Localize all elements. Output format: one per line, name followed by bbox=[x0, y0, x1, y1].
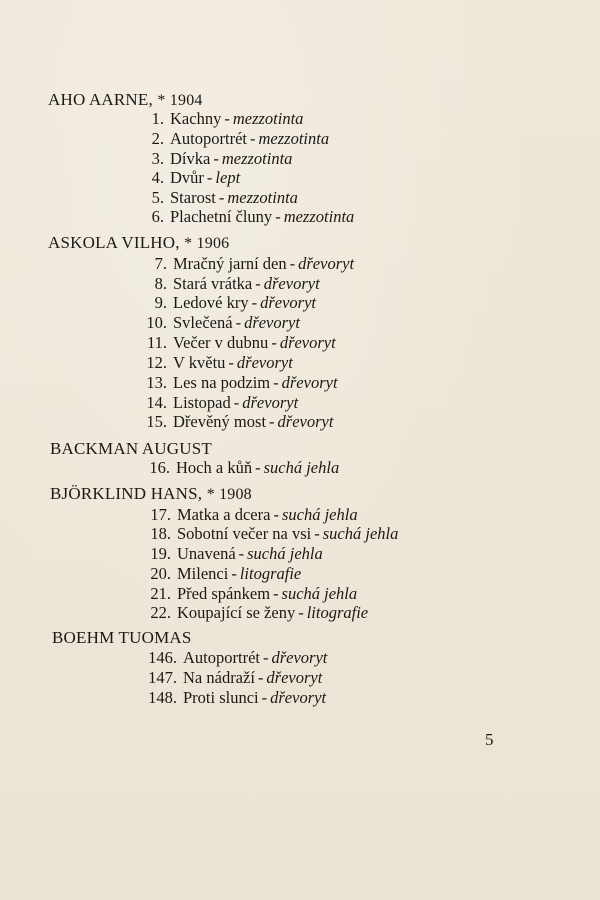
entry-title: Autoportrét bbox=[170, 129, 247, 148]
artist-name: BOEHM TUOMAS bbox=[52, 628, 192, 647]
catalog-entry bbox=[124, 149, 292, 169]
entry-separator: - bbox=[231, 564, 237, 583]
entry-technique: suchá jehla bbox=[281, 505, 358, 524]
entry-technique: mezzotinta bbox=[232, 109, 304, 128]
entry-title: Matka a dcera bbox=[177, 505, 271, 524]
artist-years: * 1908 bbox=[206, 486, 252, 503]
entry-number: 15. bbox=[146, 412, 167, 431]
entry-separator: - bbox=[298, 603, 304, 622]
entry-title: Plachetní čluny bbox=[170, 207, 273, 226]
entry-title: V květu bbox=[173, 353, 226, 372]
entry-separator: - bbox=[261, 688, 268, 707]
catalog-entry bbox=[127, 293, 316, 313]
entry-technique: dřevoryt bbox=[236, 353, 293, 372]
entry-title: Dvůr bbox=[170, 168, 204, 187]
entry-number: 1. bbox=[151, 109, 164, 128]
entry-separator: - bbox=[273, 373, 279, 392]
artist-heading bbox=[48, 233, 229, 253]
catalog-entry bbox=[137, 648, 327, 668]
entry-number: 5. bbox=[151, 188, 164, 207]
entry-technique: suchá jehla bbox=[322, 524, 399, 543]
entry-number: 13. bbox=[146, 373, 167, 392]
entry-separator: - bbox=[255, 458, 261, 477]
entry-number: 10. bbox=[146, 313, 167, 332]
catalog-entry bbox=[124, 207, 354, 227]
catalog-entry bbox=[127, 254, 354, 274]
entry-technique: suchá jehla bbox=[281, 584, 358, 603]
catalog-entry bbox=[131, 524, 398, 544]
entry-number: 12. bbox=[146, 353, 167, 372]
catalog-entry bbox=[124, 188, 298, 208]
entry-title: Autoportrét bbox=[183, 648, 260, 667]
catalog-entry bbox=[127, 412, 333, 432]
catalog-entry bbox=[127, 333, 336, 353]
entry-number: 147. bbox=[148, 668, 177, 687]
artist-name: AHO AARNE, bbox=[48, 90, 153, 109]
entry-technique: dřevoryt bbox=[266, 668, 323, 687]
entry-title: Před spánkem bbox=[177, 584, 271, 603]
entry-number: 19. bbox=[150, 544, 171, 563]
entry-separator: - bbox=[273, 584, 279, 603]
entry-separator: - bbox=[249, 129, 256, 148]
entry-technique: dřevoryt bbox=[242, 393, 299, 412]
entry-title: Kachny bbox=[170, 109, 222, 128]
entry-number: 22. bbox=[150, 603, 171, 622]
entry-title: Les na podzim bbox=[173, 373, 271, 392]
entry-technique: mezzotinta bbox=[221, 149, 293, 168]
entry-title: Hoch a kůň bbox=[176, 458, 253, 477]
entry-number: 21. bbox=[150, 584, 171, 603]
entry-number: 3. bbox=[151, 149, 164, 168]
entry-separator: - bbox=[251, 293, 258, 312]
entry-technique: dřevoryt bbox=[271, 648, 328, 667]
entry-separator: - bbox=[271, 333, 277, 352]
entry-number: 17. bbox=[150, 505, 171, 524]
entry-separator: - bbox=[273, 505, 279, 524]
entry-title: Sobotní večer na vsi bbox=[177, 524, 312, 543]
entry-separator: - bbox=[257, 668, 264, 687]
entry-number: 16. bbox=[149, 458, 170, 477]
artist-name: BJÖRKLIND HANS, bbox=[50, 484, 203, 503]
artist-years: * 1904 bbox=[157, 92, 203, 109]
entry-title: Starost bbox=[170, 188, 216, 207]
entry-separator: - bbox=[218, 188, 225, 207]
entry-technique: dřevoryt bbox=[244, 313, 300, 332]
artist-name: ASKOLA VILHO, bbox=[48, 233, 180, 252]
catalog-entry bbox=[127, 393, 298, 413]
artist-name: BACKMAN AUGUST bbox=[50, 439, 212, 458]
entry-technique: dřevoryt bbox=[279, 333, 336, 352]
catalog-entry bbox=[127, 373, 338, 393]
entry-title: Listopad bbox=[173, 393, 231, 412]
entry-title: Unavená bbox=[177, 544, 236, 563]
entry-number: 20. bbox=[150, 564, 171, 583]
entry-technique: suchá jehla bbox=[247, 544, 323, 563]
artist-heading bbox=[50, 484, 252, 504]
entry-title: Dívka bbox=[170, 149, 211, 168]
entry-number: 148. bbox=[148, 688, 177, 707]
entry-title: Ledové kry bbox=[173, 293, 249, 312]
catalog-entry bbox=[127, 274, 320, 294]
catalog-entry bbox=[131, 505, 358, 525]
entry-separator: - bbox=[238, 544, 245, 563]
entry-technique: suchá jehla bbox=[263, 458, 340, 477]
artist-heading bbox=[50, 439, 212, 459]
entry-separator: - bbox=[233, 393, 240, 412]
entry-technique: lept bbox=[215, 168, 241, 187]
entry-separator: - bbox=[228, 353, 234, 372]
catalog-entry bbox=[131, 584, 357, 604]
entry-title: Večer v dubnu bbox=[173, 333, 269, 352]
catalog-entry bbox=[130, 458, 339, 478]
entry-separator: - bbox=[314, 524, 320, 543]
entry-number: 9. bbox=[154, 293, 167, 312]
entry-separator: - bbox=[289, 254, 296, 273]
entry-number: 8. bbox=[154, 274, 167, 293]
entry-number: 146. bbox=[148, 648, 177, 667]
entry-separator: - bbox=[235, 313, 242, 332]
catalog-entry bbox=[124, 168, 240, 188]
catalog-entry bbox=[131, 544, 323, 564]
catalog-entry bbox=[137, 668, 322, 688]
entry-technique: mezzotinta bbox=[283, 207, 355, 226]
artist-years: * 1906 bbox=[184, 235, 230, 252]
entry-separator: - bbox=[224, 109, 230, 128]
catalog-entry bbox=[127, 353, 293, 373]
entry-technique: dřevoryt bbox=[281, 373, 338, 392]
entry-number: 14. bbox=[146, 393, 167, 412]
entry-title: Svlečená bbox=[173, 313, 233, 332]
entry-title: Dřevěný most bbox=[173, 412, 267, 431]
entry-technique: dřevoryt bbox=[298, 254, 355, 273]
entry-technique: dřevoryt bbox=[263, 274, 320, 293]
artist-heading bbox=[52, 628, 192, 648]
entry-number: 6. bbox=[151, 207, 164, 226]
entry-title: Stará vrátka bbox=[173, 274, 253, 293]
entry-separator: - bbox=[206, 168, 213, 187]
entry-number: 18. bbox=[150, 524, 171, 543]
entry-number: 4. bbox=[151, 168, 164, 187]
entry-title: Milenci bbox=[177, 564, 229, 583]
entry-number: 7. bbox=[154, 254, 167, 273]
entry-separator: - bbox=[213, 149, 219, 168]
catalog-entry bbox=[124, 129, 329, 149]
entry-separator: - bbox=[255, 274, 261, 293]
catalog-entry bbox=[127, 313, 300, 333]
entry-separator: - bbox=[262, 648, 269, 667]
entry-technique: mezzotinta bbox=[227, 188, 298, 207]
entry-separator: - bbox=[275, 207, 281, 226]
entry-technique: litografie bbox=[239, 564, 302, 583]
entry-title: Na nádraží bbox=[183, 668, 255, 687]
catalog-entry bbox=[137, 688, 326, 708]
entry-technique: dřevoryt bbox=[270, 688, 327, 707]
catalog-entry bbox=[124, 109, 303, 129]
entry-technique: mezzotinta bbox=[258, 129, 330, 148]
catalog-entry bbox=[131, 564, 301, 584]
catalog-entry bbox=[131, 603, 368, 623]
entry-technique: dřevoryt bbox=[260, 293, 317, 312]
entry-technique: dřevoryt bbox=[277, 412, 334, 431]
entry-technique: litografie bbox=[306, 603, 369, 622]
entry-title: Proti slunci bbox=[183, 688, 259, 707]
entry-number: 11. bbox=[146, 333, 167, 352]
entry-separator: - bbox=[269, 412, 275, 431]
page-number: 5 bbox=[485, 730, 494, 749]
entry-title: Mračný jarní den bbox=[173, 254, 287, 273]
entry-title: Koupající se ženy bbox=[177, 603, 296, 622]
artist-heading bbox=[48, 90, 203, 110]
entry-number: 2. bbox=[151, 129, 164, 148]
